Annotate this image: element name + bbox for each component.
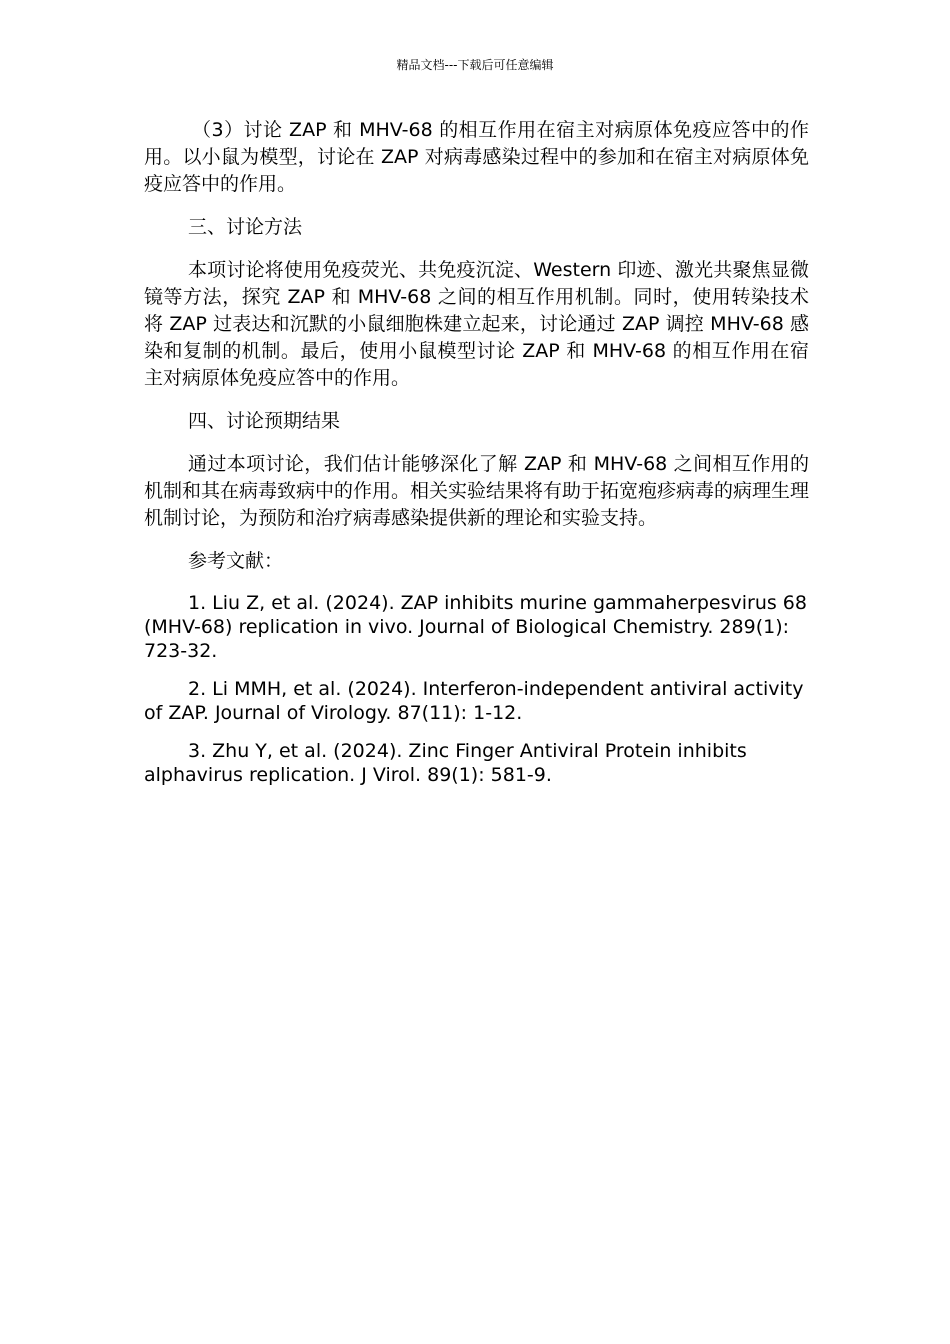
section-heading-expected-results: 四、讨论预期结果 [188, 410, 341, 432]
methods-paragraph: 本项讨论将使用免疫荧光、共免疫沉淀、Western 印迹、激光共聚焦显微镜等方法，探究 ZAP 和 MHV-68 之间的相互作用机制。同时，使用转染技术将 ZAP 过表达和沉默的小鼠细胞株建立起来，讨论通过 ZAP 调控 MHV-68 感染和复制的机制。最后，使用小鼠模型讨论 ZAP 和 MHV-68 的相互作用在宿主对病原体免疫应答中的作用。 [144, 259, 809, 389]
section-heading-methods: 三、讨论方法 [188, 216, 303, 238]
reference-item: 1. Liu Z, et al. (2024). ZAP inhibits murine gammaherpesvirus 68 (MHV-68) replication in vivo. Journal of Biological Chemistry. 289(1): 723-32. [144, 592, 807, 662]
page-header: 精品文档---下载后可任意编辑 [396, 58, 554, 72]
document-body [144, 117, 809, 801]
references-heading: 参考文献： [188, 550, 284, 572]
reference-item: 3. Zhu Y, et al. (2024). Zinc Finger Antiviral Protein inhibits alphavirus replication. J Virol. 89(1): 581-9. [144, 740, 747, 786]
reference-item: 2. Li MMH, et al. (2024). Interferon-independent antiviral activity of ZAP. Journal of Virology. 87(11): 1-12. [144, 678, 804, 724]
expected-results-paragraph: 通过本项讨论，我们估计能够深化了解 ZAP 和 MHV-68 之间相互作用的机制和其在病毒致病中的作用。相关实验结果将有助于拓宽疱疹病毒的病理生理机制讨论，为预防和治疗病毒感染提供新的理论和实验支持。 [144, 453, 810, 529]
objective-paragraph: （3）讨论 ZAP 和 MHV-68 的相互作用在宿主对病原体免疫应答中的作用。以小鼠为模型，讨论在 ZAP 对病毒感染过程中的参加和在宿主对病原体免疫应答中的作用。 [144, 119, 809, 195]
